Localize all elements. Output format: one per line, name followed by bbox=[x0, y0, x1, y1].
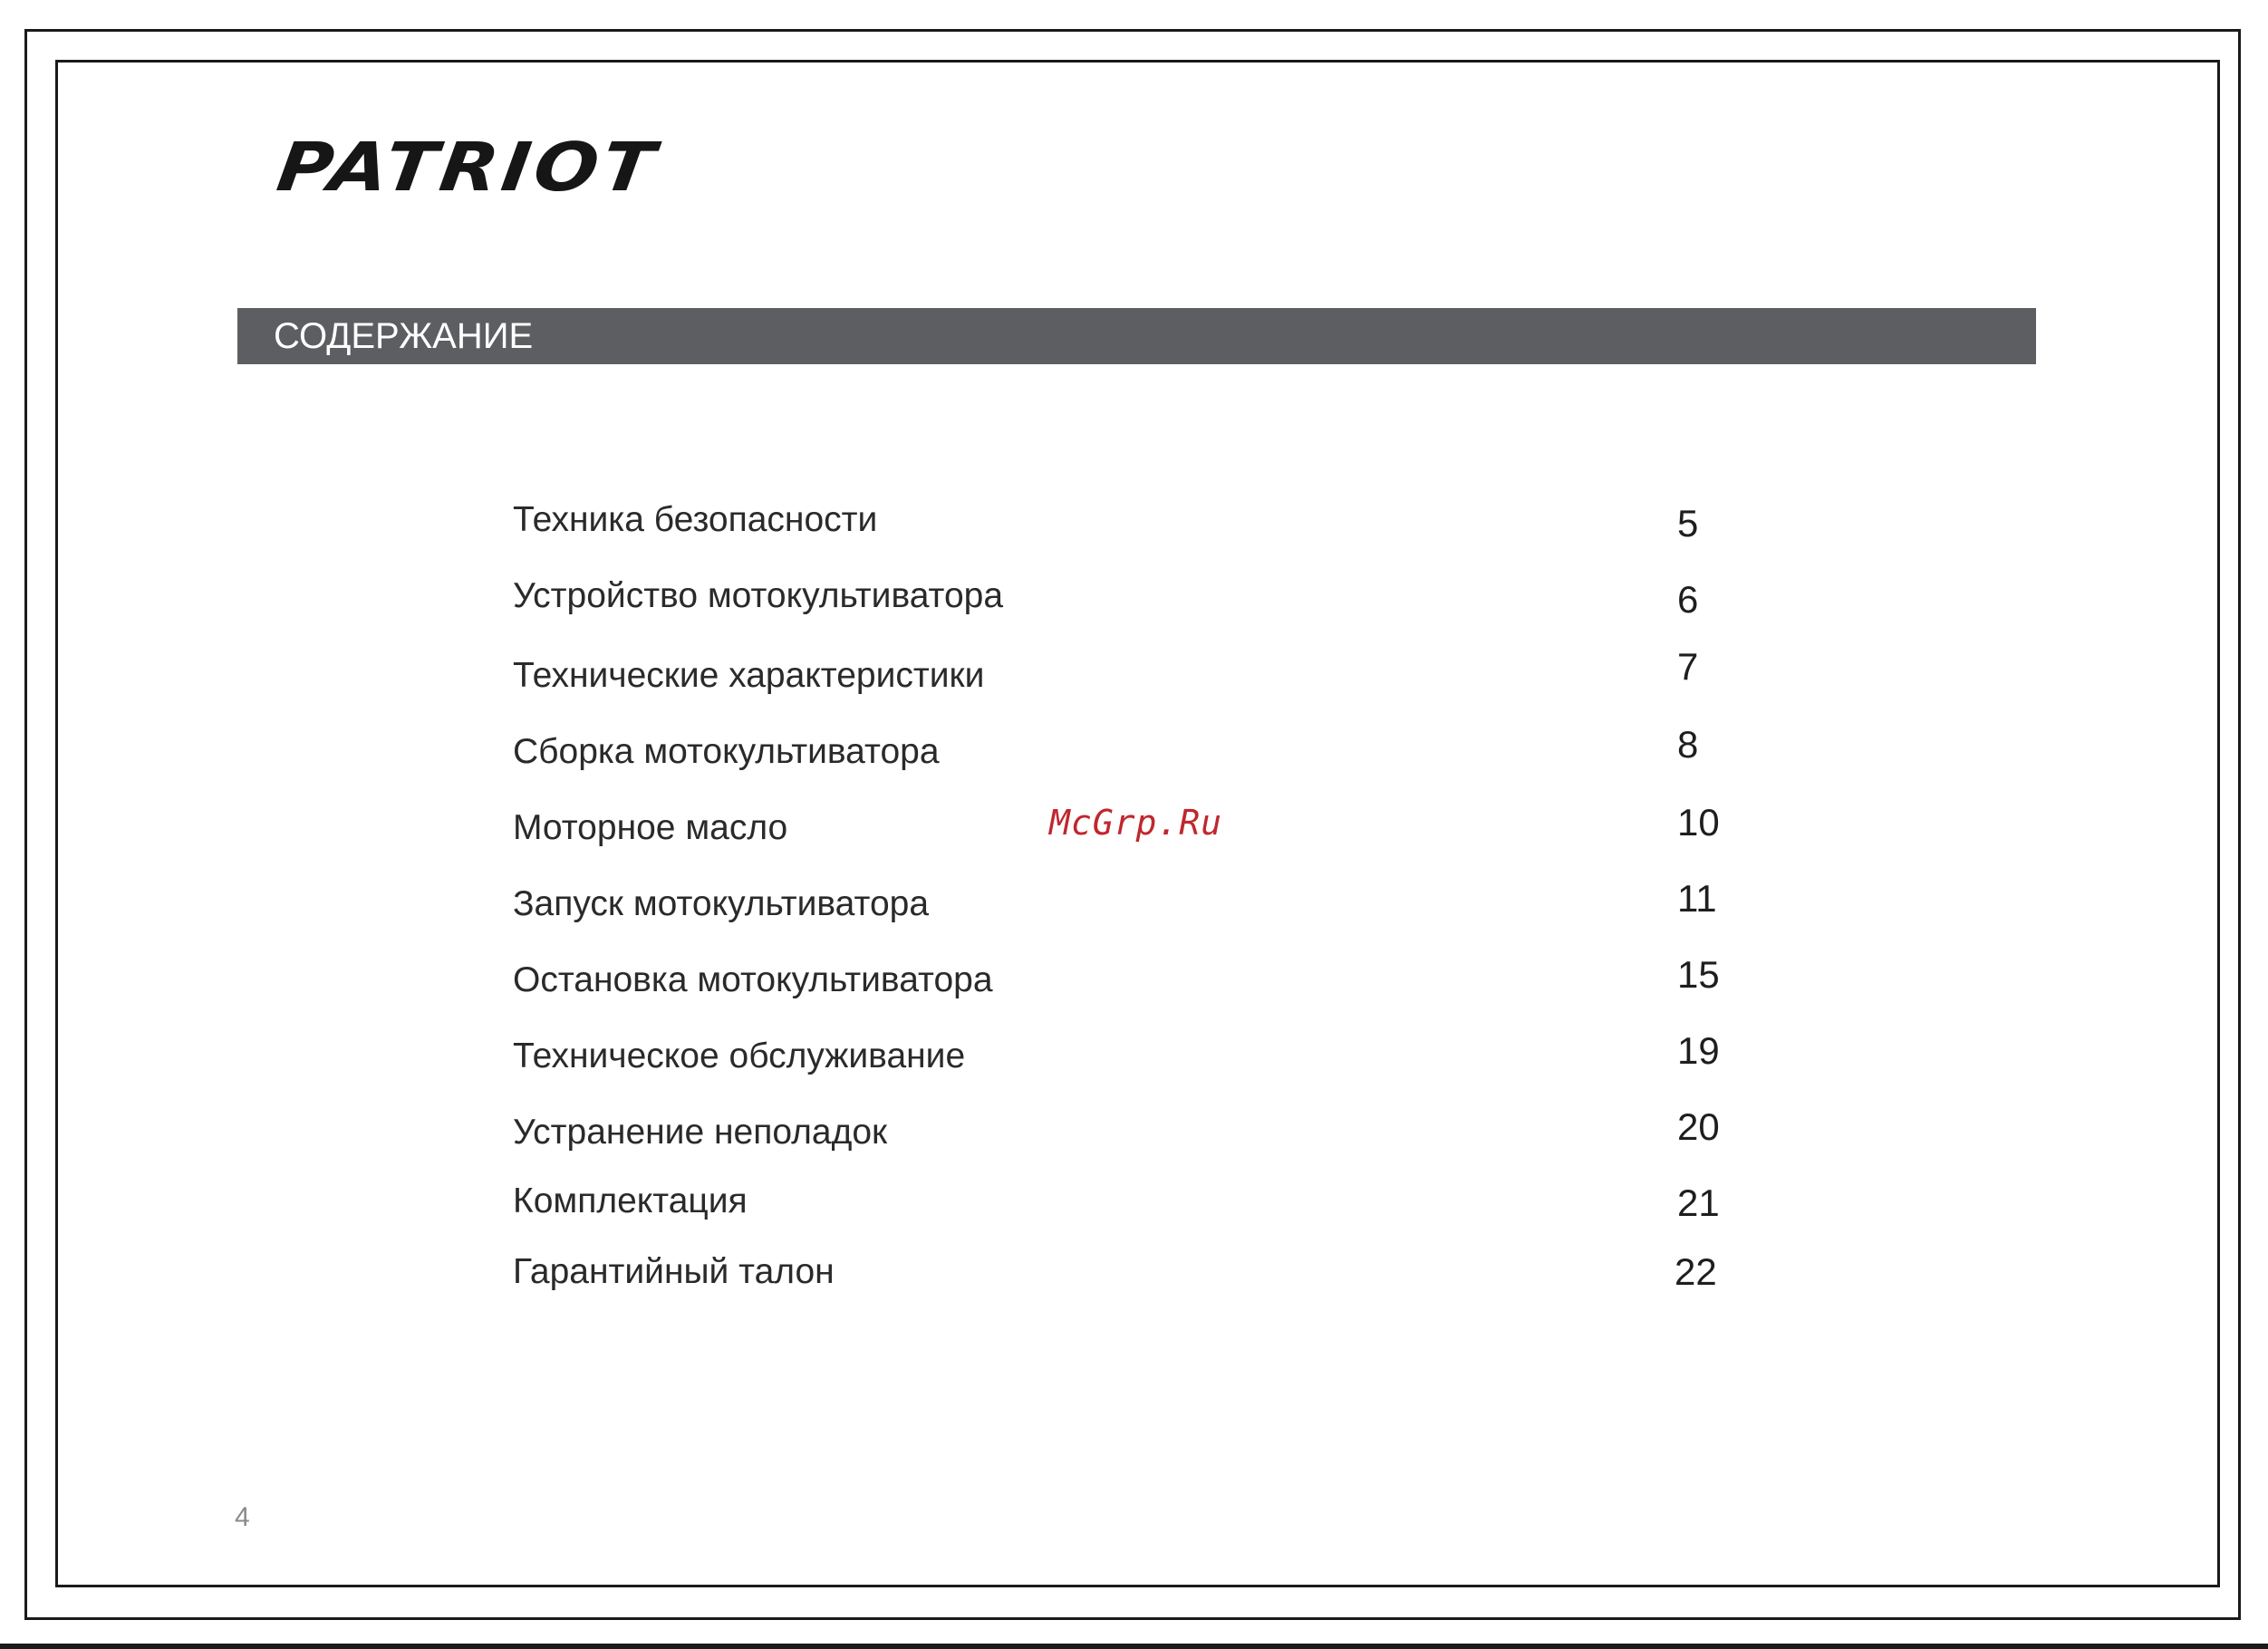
toc-item-page: 8 bbox=[1677, 723, 1699, 766]
toc-item-title: Остановка мотокультиватора bbox=[513, 960, 993, 999]
toc-item-page: 7 bbox=[1677, 645, 1699, 688]
toc-item-title: Моторное масло bbox=[513, 808, 788, 847]
toc-item-title: Устройство мотокультиватора bbox=[513, 576, 1004, 615]
toc-item-title: Сборка мотокультиватора bbox=[513, 732, 940, 771]
toc-item[interactable] bbox=[513, 498, 1736, 544]
contents-title: СОДЕРЖАНИЕ bbox=[274, 316, 534, 356]
toc-item[interactable] bbox=[513, 723, 1736, 776]
toc-item-title: Запуск мотокультиватора bbox=[513, 884, 930, 923]
toc-item-title: Комплектация bbox=[513, 1181, 748, 1220]
patriot-logo: PATRIOT bbox=[272, 129, 663, 207]
toc-item[interactable] bbox=[513, 953, 1736, 1004]
toc-item-page: 5 bbox=[1677, 502, 1699, 545]
toc-item-title: Гарантийный талон bbox=[513, 1252, 835, 1291]
contents-header-banner bbox=[237, 308, 2036, 364]
toc-item-title: Технические характеристики bbox=[513, 656, 985, 695]
toc-item-page: 15 bbox=[1677, 953, 1720, 996]
toc-item-page: 19 bbox=[1677, 1029, 1720, 1072]
bottom-rule bbox=[0, 1644, 2268, 1649]
toc-item[interactable] bbox=[513, 1029, 1736, 1080]
toc-item-page: 6 bbox=[1677, 578, 1699, 621]
toc-item[interactable] bbox=[513, 877, 1736, 928]
toc-item-title: Устранение неполадок bbox=[513, 1113, 888, 1152]
toc-item[interactable] bbox=[513, 1180, 1736, 1225]
toc-item-title: Техника безопасности bbox=[513, 500, 878, 539]
toc-item-page: 10 bbox=[1677, 801, 1720, 844]
toc-item[interactable] bbox=[513, 1250, 1736, 1296]
toc-item-page: 20 bbox=[1677, 1105, 1720, 1148]
toc-item-page: 21 bbox=[1677, 1181, 1720, 1224]
toc-item[interactable] bbox=[513, 1105, 1736, 1156]
toc-item[interactable] bbox=[513, 574, 1736, 620]
toc-item-page: 11 bbox=[1677, 877, 1717, 920]
toc-item[interactable] bbox=[513, 645, 1736, 699]
toc-item-title: Техническое обслуживание bbox=[513, 1037, 966, 1075]
watermark-text: McGrp.Ru bbox=[1049, 803, 1223, 843]
toc-item-page: 22 bbox=[1674, 1250, 1717, 1293]
page-number: 4 bbox=[235, 1502, 250, 1532]
